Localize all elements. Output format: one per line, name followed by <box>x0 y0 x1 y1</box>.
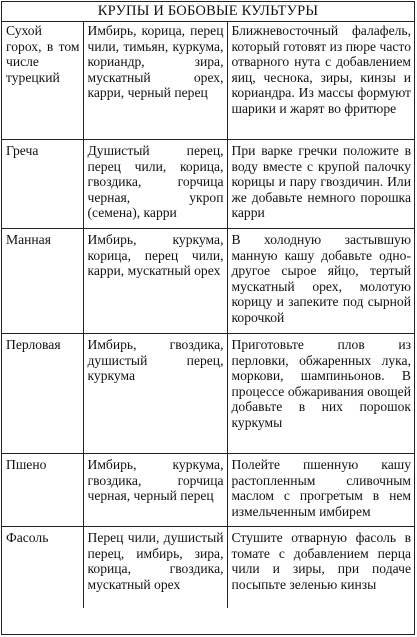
table-row <box>2 229 414 334</box>
tip-cell: Полейте пшенную кашу растопленным сливочным маслом с прогретым в нем измельченным имбирем <box>227 454 414 527</box>
tip-cell: Ближневосточный фалафель, который готовят из пюре часто отварного нута с добавлением яиц, чеснока, зиры, кинзы и кориандра. Из массы формуют шарики и жарят во фритюре <box>227 22 414 140</box>
spice-table-page <box>1 1 415 635</box>
table-row <box>2 22 414 140</box>
table-row <box>2 334 414 454</box>
tip-cell: Приготовьте плов из перловки, обжаренных лука, моркови, шампиньонов. В процессе обжаривания овощей добавьте в них порошок куркумы <box>227 334 414 454</box>
tip-cell: Стушите отварную фасоль в томате с добавлением перца чили и зиры, при подаче посыпьте зеленью кинзы <box>231 530 411 592</box>
spices-cell: Имбирь, корица, перец чили, тимьян, куркума, кориандр, зира, мускатный орех, карри, черный перец <box>83 22 227 140</box>
cereal-cell: Пшено <box>2 454 83 527</box>
cereal-cell: Фасоль <box>2 527 83 609</box>
cereal-cell: Перловая <box>2 334 83 454</box>
table-row <box>2 527 414 609</box>
tip-cell: При варке гречки положите в воду вместе с крупой палочку корицы и пару гвоздичин. Или же добавьте немного порошка карри <box>227 140 414 229</box>
tip-cell: В холодную застывшую манную кашу добавьте одно-другое сырое яйцо, тертый мускатный орех, молотую корицу и запеките под сырной корочкой <box>227 229 414 334</box>
spices-cell: Имбирь, куркума, корица, перец чили, карри, мускатный орех <box>83 229 227 334</box>
table-row <box>2 140 414 229</box>
spice-table <box>2 22 414 608</box>
spices-cell: Перец чили, душистый перец, имбирь, зира, корица, гвоздика, мускатный орех <box>83 527 227 609</box>
spices-cell: Душистый перец, перец чили, корица, гвоздика, горчица черная, укроп (семена), карри <box>83 140 227 229</box>
cereal-cell: Греча <box>2 140 83 229</box>
cereal-cell: Манная <box>2 229 83 334</box>
table-title: КРУПЫ И БОБОВЫЕ КУЛЬТУРЫ <box>2 2 414 22</box>
cereal-cell: Сухой горох, в том числе турецкий <box>2 22 83 140</box>
spices-cell: Имбирь, куркума, гвоздика, горчица черная, черный перец <box>83 454 227 527</box>
spices-cell: Имбирь, гвоздика, душистый перец, куркума <box>83 334 227 454</box>
table-row <box>2 454 414 527</box>
